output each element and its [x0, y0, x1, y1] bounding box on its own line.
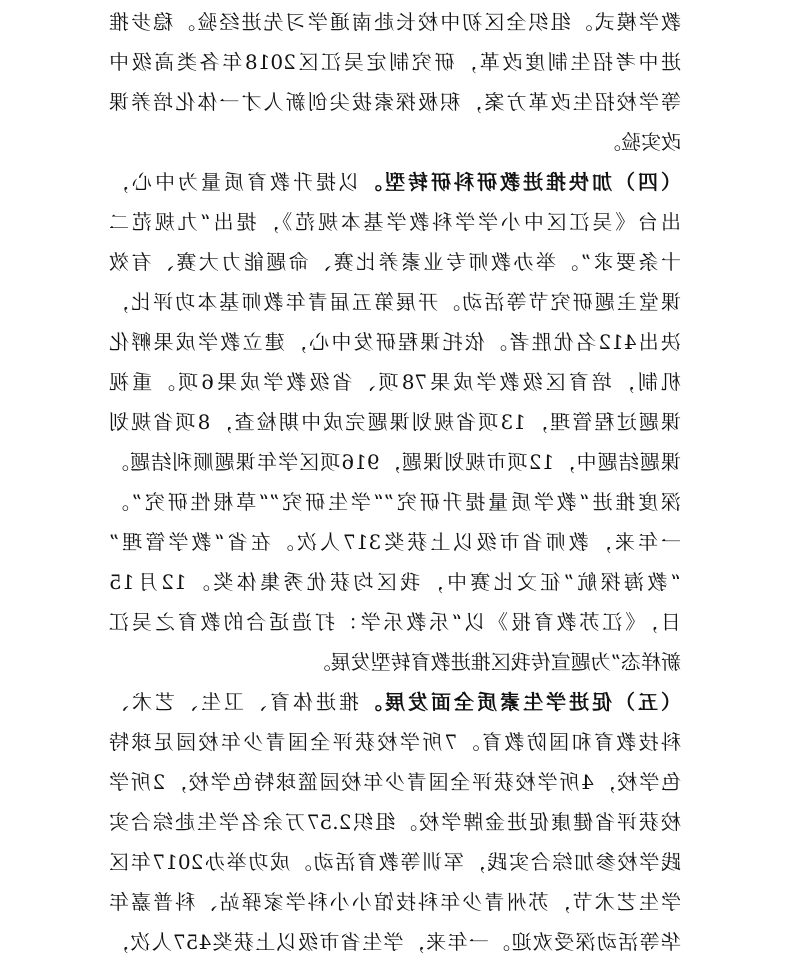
text-line: 学生艺术节，苏州青少年科技馆小小科学家驿站、科普嘉年	[109, 890, 681, 914]
text-line: 日，《江苏教育报》以“乐教乐学：打造适合的教育之吴江	[109, 610, 681, 634]
body-text	[109, 2, 681, 962]
section-heading-line: （五）促进学生素质全面发展。推进体育、卫生、艺术、	[109, 690, 681, 714]
text-line: 十条要求”。举办教师专业素养比赛、命题能力大赛、有效	[109, 250, 681, 274]
text-line: 课题过程管理，13项省规划课题完成中期检查，8项省规划	[109, 410, 681, 434]
section-heading: （五）促进学生素质全面发展。	[359, 690, 681, 714]
text-line: 色学校，4所学校获评全国青少年校园篮球特色学校，2所学	[109, 770, 681, 794]
text-line: 机制，培育区级教学成果78项、省级教学成果6项。重视	[109, 370, 681, 394]
text-line: 进中考招生制度改革，研究制定吴江区2018年各类高级中	[109, 50, 681, 74]
text-line: “教海探航”征文比赛中，我区均获优秀集体奖。12月15	[109, 570, 681, 594]
text-line: 等学校招生改革方案，积极探索拔尖创新人才一体化培养课	[109, 90, 681, 114]
text-line: 课堂主题研究节等活动。开展第五届青年教师基本功评比，	[109, 290, 681, 314]
text-line: 校获评省健康促进金牌学校。组织2.57万余名学生赴综合实	[109, 810, 681, 834]
text-line: 一年来，教师省市级以上获奖317人次。在省“教学管理”	[109, 530, 681, 554]
text-line: 新样态”为题宣传我区推进教育转型发展。	[310, 650, 681, 674]
section-heading: （四）加快推进教研科研转型。	[359, 170, 681, 194]
text-line: 科技教育和国防教育。7所学校获评全国青少年校园足球特	[109, 730, 681, 754]
text-line: 践学校参加综合实践，军训等教育活动。成功举办2017年区	[109, 850, 681, 874]
text-line: 华等活动深受欢迎。一年来，学生省市级以上获奖457人次，	[109, 930, 681, 954]
section-heading-line: （四）加快推进教研科研转型。以提升教育质量为中心，	[109, 170, 681, 194]
text-line: 改实验。	[601, 130, 681, 154]
text-line: 教学模式。组织全区初中校长赴南通学习先进经验。稳步推	[109, 10, 681, 34]
text-line: 决出412名优胜者。依托课程研发中心，建立教学成果孵化	[109, 330, 681, 354]
text-line: 深度推进“教学质量提升研究”“学生研究”“草根性研究”。	[109, 490, 681, 514]
text-line: 课题结题中，12项市规划课题，916项区学年课题顺利结题。	[109, 450, 681, 474]
text-line: 出台《吴江区中小学学科教学基本规范》，提出“九规范二	[109, 210, 681, 234]
